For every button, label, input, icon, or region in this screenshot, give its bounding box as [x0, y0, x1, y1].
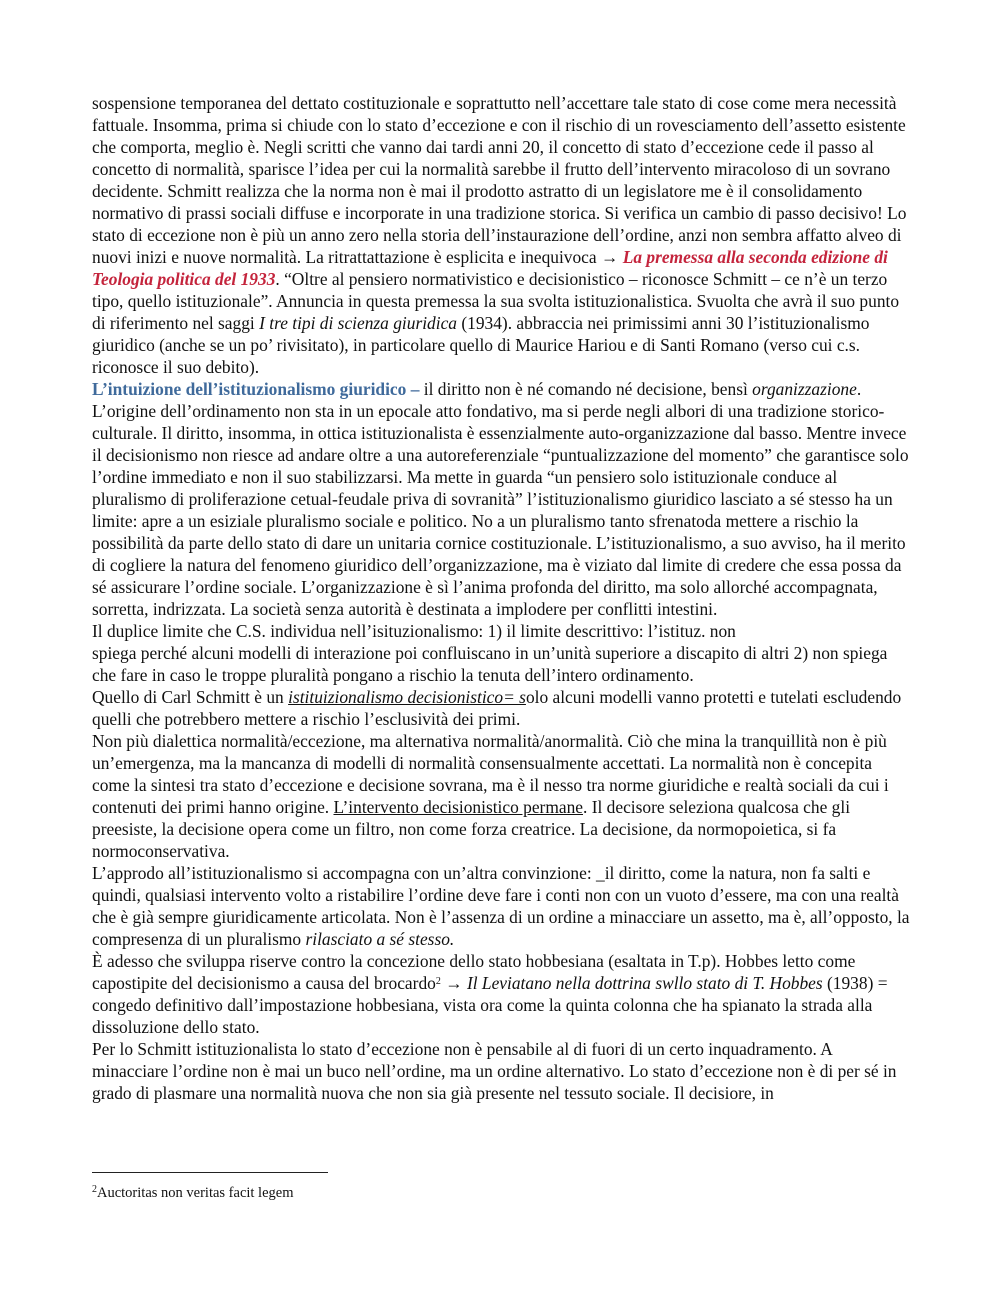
- underlined-phrase: L’intervento decisionistico permane: [333, 797, 583, 817]
- footnote: [92, 1184, 294, 1202]
- paragraph-7: È adesso che sviluppa riserve contro la concezione dello stato hobbesiana (esaltata in T.p). Hobbes letto come capostipite del decisionismo a causa del brocardo$^2$ → Il Leviatano nella dottrina swllo stato di T. Hobbes (1938) = congedo definitivo dall’impostazione hobbesiana, vista ora come la quinta colonna che ha spianato la strada alla dissoluzione dello stato.: [92, 951, 888, 1037]
- underlined-term: istituizionalismo decisionistico= s: [288, 687, 526, 707]
- document-body: [92, 92, 910, 1104]
- paragraph-8: Per lo Schmitt istituzionalista lo stato d’eccezione non è pensabile al di fuori di un certo inquadramento. A minacciare l’ordine non è mai un buco nell’ordine, ma un ordine alternativo. Lo stato d’eccezione non è di per sé in grado di plasmare una normalità nuova che non sia già presente nel tessuto sociale. Il decisiore, in: [92, 1039, 897, 1103]
- paragraph-3: Il duplice limite che C.S. individua nell’isituzionalismo: 1) il limite descrittivo: l’istituz. non spiega perché alcuni modelli di interazione poi confluiscano in un’unità superiore a discapito di altri 2) non spiega che fare in caso le troppe pluralità pongano a rischio la tenuta dell’intero ordinamento.: [92, 621, 888, 685]
- footnote-ref: 2: [435, 976, 441, 987]
- footnote-number: 2: [92, 1184, 97, 1195]
- paragraph-6: L’approdo all’istituzionalismo si accompagna con un’altra convinzione: _il diritto, come la natura, non fa salti e quindi, qualsiasi intervento volto a ristabilire l’ordine deve fare i conti non con un vuoto d’essere, ma con una realtà che è già sempre giuridicamente articolata. Non è l’assenza di un ordine a minacciare un assetto, ma è, all’opposto, la compresenza di un pluralismo rilasciato a sé stesso.: [92, 863, 910, 949]
- book-title: Il Leviatano nella dottrina swllo stato di T. Hobbes: [466, 973, 823, 993]
- paragraph-4: Quello di Carl Schmitt è un istituizionalismo decisionistico= solo alcuni modelli vanno protetti e tutelati escludendo quelli che potrebbero mettere a rischio l’esclusività dei primi.: [92, 687, 902, 729]
- paragraph-1: sospensione temporanea del dettato costituzionale e soprattutto nell’accettare tale stato di cose come mera necessità fattuale. Insomma, prima si chiude con lo stato d’eccezione e con il rischio di un rovesciamento dell’assetto esistente che comporta, meglio è. Negli scritti che vanno dai tardi anni 20, il concetto di stato d’eccezione cede il passo al concetto di normalità, sparisce l’idea per cui la normalità sarebbe il frutto dell’intervento miracoloso di un sovrano decidente. Schmitt realizza che la norma non è mai il prodotto astratto di un legislatore me è il consolidamento normativo di prassi sociali diffuse e incorporate in una tradizione storica. Si verifica un cambio di passo decisivo! Lo stato di eccezione non è più un anno zero nella storia dell’instaurazione dell’ordine, anzi non sembra affatto alveo di nuovi inizi e nuove normalità. La ritrattattazione è esplicita e inequivoca → La premessa alla seconda edizione di Teologia politica del 1933. “Oltre al pensiero normativistico e decisionistico – riconosce Schmitt – ce n’è un terzo tipo, quello istituzionale”. Annuncia in questa premessa la sua svolta istituzionalistica. Svuolta che avrà il suo punto di riferimento nel saggi I tre tipi di scienza giuridica (1934). abbraccia nei primissimi anni 30 l’istituzionalismo giuridico (anche se un po’ rivisitato), in particolare quello di Maurice Hariou e di Santi Romano (verso cui c.s. riconosce il suo debito).: [92, 93, 907, 377]
- book-title: I tre tipi di scienza giuridica: [259, 313, 457, 333]
- paragraph-5: Non più dialettica normalità/eccezione, ma alternativa normalità/anormalità. Ciò che mina la tranquillità non è più un’emergenza, ma la mancanza di modelli di normalità consensualmente accettati. La normalità non è concepita come la sintesi tra stato d’eccezione e decisione sovrana, ma è il nesso tra norme giuridiche e realtà sociali da cui i contenuti dei primi hanno origine. L’intervento decisionistico permane. Il decisore seleziona qualcosa che gli preesiste, la decisione opera come un filtro, non come forza creatrice. La decisione, da normopoietica, si fa normoconservativa.: [92, 731, 889, 861]
- paragraph-2: L’intuizione dell’istituzionalismo giuridico – il diritto non è né comando né decisione, bensì organizzazione. L’origine dell’ordinamento non sta in un epocale atto fondativo, ma si perde negli albori di una tradizione storico-culturale. Il diritto, insomma, in ottica istituzionalista è essenzialmente auto-organizzazione dal basso. Mentre invece il decisionismo non riesce ad andare oltre a una autoreferenziale “puntualizzazione del momento” che garantisce solo l’ordine immediato e non il suo stabilizzarsi. Ma mette in guarda “un pensiero solo istituzionale conduce al pluralismo di proliferazione cetual-feudale priva di sovranità” l’istituzionalismo giuridico lasciato a sé stesso ha un limite: apre a un esiziale pluralismo sociale e politico. No a un pluralismo tanto sfrenatoda mettere a rischio la possibilità da parte dello stato di dare un unitaria cornice costituzionale. L’istituzionalismo, a suo avviso, ha il merito di cogliere la natura del fenomeno giuridico dell’organizzazione, ma è viziato dal limite di credere che essa possa da sé assicurare l’ordine sociale. L’organizzazione è sì l’anima profonda del diritto, ma solo allorché accompagnata, sorretta, indrizzata. La società senza autorità è destinata a implodere per conflitti intestini.: [92, 379, 909, 619]
- highlighted-reference: La premessa alla seconda edizione di Teologia politica del 1933: [92, 247, 888, 289]
- footnote-divider: [92, 1172, 328, 1173]
- footnote-text: Auctoritas non veritas facit legem: [97, 1185, 294, 1201]
- section-heading: L’intuizione dell’istituzionalismo giuridico –: [92, 379, 420, 399]
